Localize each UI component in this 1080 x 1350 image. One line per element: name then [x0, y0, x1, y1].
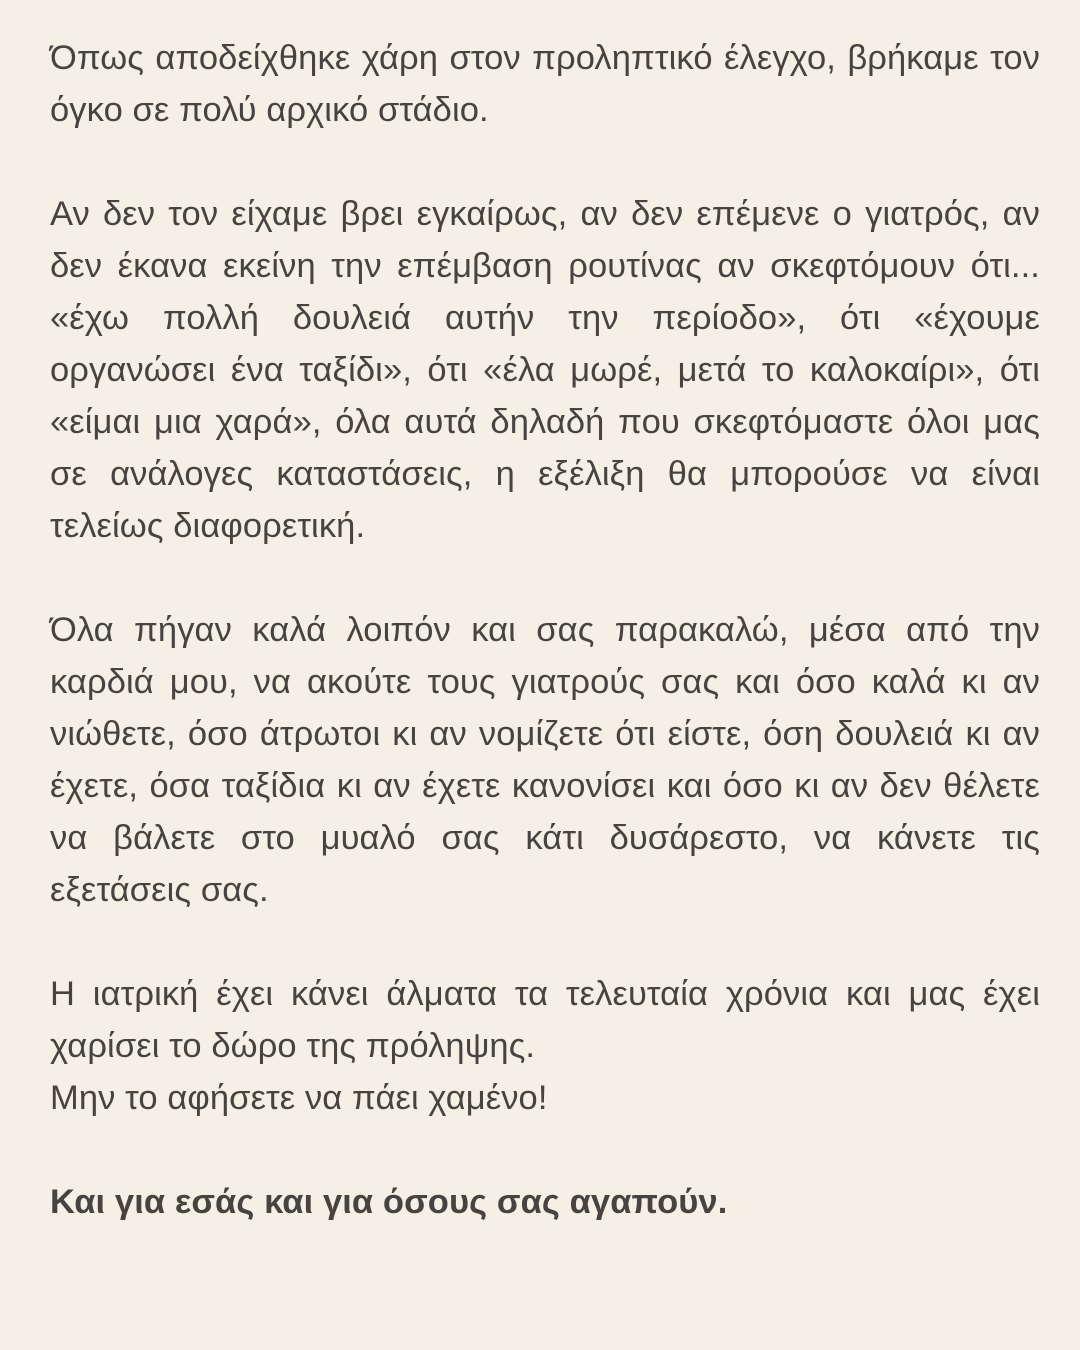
- paragraph-early-detection: Όπως αποδείχθηκε χάρη στον προληπτικό έλεγχο, βρήκαμε τον όγκο σε πολύ αρχικό στάδιο.: [50, 39, 1040, 129]
- dont-waste-it-sentence: Μην το αφήσετε να πάει χαμένο!: [50, 1079, 548, 1117]
- closing-line: Και για εσάς και για όσους σας αγαπούν.: [50, 1183, 728, 1221]
- paragraph-appeal: Όλα πήγαν καλά λοιπόν και σας παρακαλώ, μέσα από την καρδιά μου, να ακούτε τους γιατρούς σας και όσο καλά κι αν νιώθετε, όσο άτρωτοι κι αν νομίζετε ότι είστε, όση δουλειά κι αν έχετε, όσα ταξίδια κι αν έχετε κανονίσει και όσο κι αν δεν θέλετε να βάλετε στο μυαλό σας κάτι δυσάρεστο, να κάνετε τις εξετάσεις σας.: [50, 611, 1040, 909]
- paragraph-prevention: [50, 968, 1040, 1124]
- prevention-sentence: Η ιατρική έχει κάνει άλματα τα τελευταία χρόνια και μας έχει χαρίσει το δώρο της πρόληψης.: [50, 975, 1040, 1065]
- paragraph-what-if: Αν δεν τον είχαμε βρει εγκαίρως, αν δεν επέμενε ο γιατρός, αν δεν έκανα εκείνη την επέμβαση ρουτίνας αν σκεφτόμουν ότι... «έχω πολλή δουλειά αυτήν την περίοδο», ότι «έχουμε οργανώσει ένα ταξίδι», ότι «έλα μωρέ, μετά το καλοκαίρι», ότι «είμαι μια χαρά», όλα αυτά δηλαδή που σκεφτόμαστε όλοι μας σε ανάλογες καταστάσεις, η εξέλιξη θα μπορούσε να είναι τελείως διαφορετική.: [50, 195, 1040, 545]
